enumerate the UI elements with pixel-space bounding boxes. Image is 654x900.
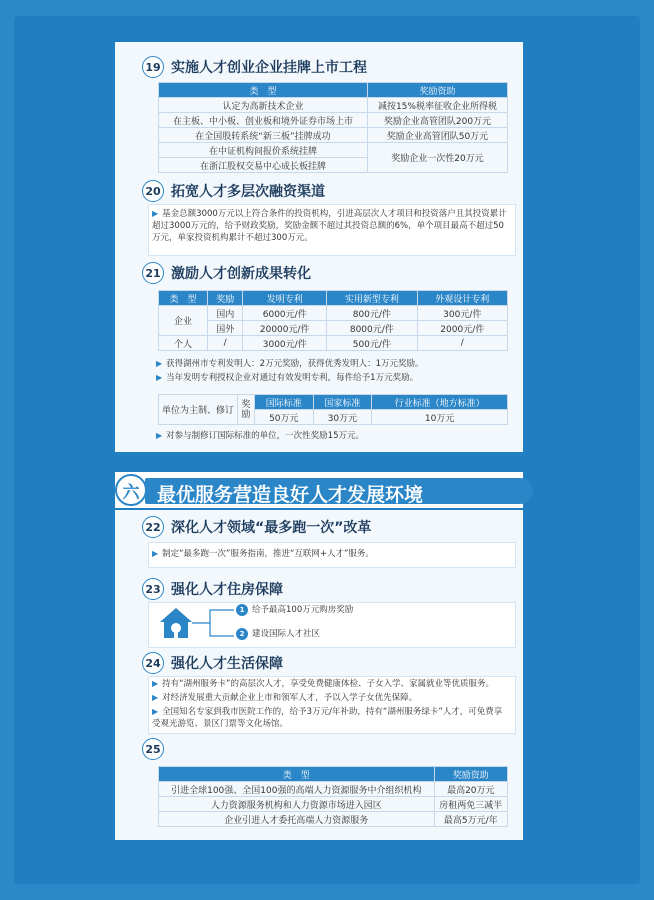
listing-reward-table [158,82,508,173]
cell: 6000元/件 [243,306,327,321]
cell: 50万元 [255,410,314,425]
cell: 最高5万元/年 [434,812,507,827]
cell: 国内 [208,306,243,321]
cell: 个人 [159,336,208,351]
table-header: 类 型 [159,83,368,98]
housing-item-2 [236,628,320,640]
cell: 奖励企业高管团队50万元 [367,128,507,143]
item-title-text: 强化人才住房保障 [171,582,283,598]
cell: 企业 [159,306,208,336]
item-number-badge: 25 [142,738,164,760]
cell: 500元/件 [327,336,417,351]
item-title-text: 深化人才领域“最多跑一次”改革 [171,520,372,536]
table-row [159,797,508,812]
connector-lines-icon [192,606,236,640]
table-row [159,782,508,797]
cell: 300元/件 [417,306,507,321]
note-text: 获得湖州市专利发明人：2万元奖励，获得优秀发明人：1万元奖励。 [166,359,424,369]
item-number-badge: 24 [142,652,164,674]
cell: 房租两免三减半 [434,797,507,812]
table-header: 实用新型专利 [327,291,417,306]
triangle-bullet-icon: ▶ [152,209,159,218]
item-20-title [142,180,325,202]
cell: 800元/件 [327,306,417,321]
note-text: 基金总额3000万元以上符合条件的投资机构，引进高层次人才项目和投资落户且其投资累计超过3000万元的，给予财政奖励，奖励金额不超过其投资总额的6%，单个项目最高不超过50万元，单家投资机构累计不超过300万元。 [152,209,507,243]
table-header: 类 型 [159,767,435,782]
standard-reward-table [158,394,508,425]
note-text: 给予最高100万元购房奖励 [252,605,354,615]
cell: 8000元/件 [327,321,417,336]
triangle-bullet-icon: ▶ [152,693,159,702]
table-row [159,98,508,113]
cell: 10万元 [372,410,508,425]
living-note-3 [152,706,510,730]
item-number-badge: 23 [142,578,164,600]
cell: 人力资源服务机构和人力资源市场进入园区 [159,797,435,812]
cell: 在主板、中小板、创业板和境外证券市场上市 [159,113,368,128]
cell: 引进全球100强、全国100强的高端人力资源服务中介组织机构 [159,782,435,797]
cell: 3000元/件 [243,336,327,351]
table-row [159,143,508,158]
cell: 认定为高新技术企业 [159,98,368,113]
housing-item-1 [236,604,353,616]
note-text: 当年发明专利授权企业对通过有效发明专利，每件给予1万元奖励。 [166,373,419,383]
triangle-bullet-icon: ▶ [152,549,159,558]
item-25-title [142,738,164,760]
item-number-badge: 21 [142,262,164,284]
triangle-bullet-icon: ▶ [156,373,163,382]
note-text: 对参与制修订国际标准的单位，一次性奖励15万元。 [166,431,364,441]
item-number-badge: 19 [142,56,164,78]
cell: 30万元 [313,410,372,425]
patent-note-1 [156,358,512,370]
house-icon [158,606,194,640]
note-text: 建设国际人才社区 [252,629,321,639]
table-header: 国家标准 [313,395,372,410]
table-row [159,321,508,336]
table-header: 奖励资助 [367,83,507,98]
bullet-number-icon: 2 [236,628,248,640]
section-6-banner [115,472,523,508]
note-text: 对经济发展重大贡献企业上市和领军人才，予以入学子女优先保障。 [162,693,418,703]
table-header: 奖励资助 [434,767,507,782]
table-header: 奖励 [208,291,243,306]
reform-text [152,548,510,560]
triangle-bullet-icon: ▶ [152,679,159,688]
note-text: 全国知名专家到我市医院工作的，给予3万元/年补助，持有“湖州服务绿卡”人才，可免费享受观光游览、景区门票等文化场馆。 [152,707,503,729]
item-19-title [142,56,367,78]
table-row [159,812,508,827]
cell: 2000元/件 [417,321,507,336]
note-text: 制定“最多跑一次”服务指南，推进“互联网+人才”服务。 [162,549,374,559]
item-number-badge: 22 [142,516,164,538]
table-row [159,113,508,128]
table-header: 发明专利 [243,291,327,306]
living-note-1 [152,678,510,690]
item-22-title [142,516,371,538]
cell: 企业引进人才委托高端人力资源服务 [159,812,435,827]
cell: 奖励企业高管团队200万元 [367,113,507,128]
item-title-text: 激励人才创新成果转化 [171,266,311,282]
cell: 20000元/件 [243,321,327,336]
triangle-bullet-icon: ▶ [156,359,163,368]
bullet-number-icon: 1 [236,604,248,616]
patent-note-2 [156,372,512,384]
triangle-bullet-icon: ▶ [156,431,163,440]
item-23-title [142,578,283,600]
living-note-2 [152,692,510,704]
cell: 奖励企业一次性20万元 [367,143,507,173]
item-24-title [142,652,283,674]
cell: / [208,336,243,351]
patent-reward-table [158,290,508,351]
item-title-text: 拓宽人才多层次融资渠道 [171,184,325,200]
hr-service-table [158,766,508,827]
table-header: 类 型 [159,291,208,306]
cell: / [417,336,507,351]
note-text: 持有“湖州服务卡”的高层次人才，享受免费健康体检、子女入学、家属就业等优质服务。 [162,679,494,689]
cell: 在中证机构间报价系统挂牌 [159,143,368,158]
cell: 奖励 [238,395,255,425]
table-header: 国际标准 [255,395,314,410]
table-row [159,128,508,143]
cell: 在全国股转系统“新三板”挂牌成功 [159,128,368,143]
item-number-badge: 20 [142,180,164,202]
table-header: 外观设计专利 [417,291,507,306]
cell: 国外 [208,321,243,336]
section-number-badge: 六 [115,474,147,506]
item-title-text: 实施人才创业企业挂牌上市工程 [171,60,367,76]
cell: 单位为主制、修订 [159,395,238,425]
standard-note [156,430,512,442]
financing-text [152,208,510,244]
cell: 减按15%税率征收企业所得税 [367,98,507,113]
section-title: 最优服务营造良好人才发展环境 [157,484,424,506]
item-title-text: 强化人才生活保障 [171,656,283,672]
triangle-bullet-icon: ▶ [152,707,159,716]
item-21-title [142,262,311,284]
table-header: 行业标准（地方标准） [372,395,508,410]
cell: 最高20万元 [434,782,507,797]
table-row [159,306,508,321]
cell: 在浙江股权交易中心成长板挂牌 [159,158,368,173]
table-row [159,336,508,351]
